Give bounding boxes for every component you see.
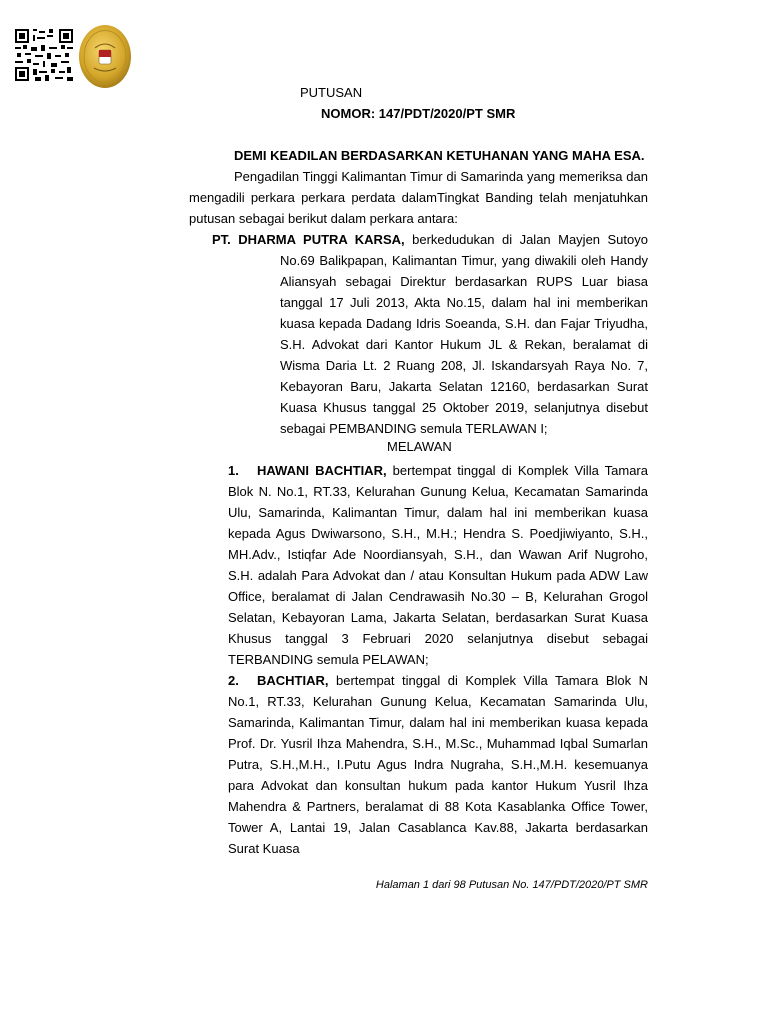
party-2-number: 2. [228,673,239,688]
party-1-text: bertempat tinggal di Komplek Villa Tamara Blok N. No.1, RT.33, Kelurahan Gunung Kelua, Kecamatan Samarinda Ulu, Samarinda, Kalimantan Timur, dalam hal ini memberikan kuasa kepada Agus Dwiwarsono, S.H., M.H.; Hendra S. Poedjiwiyanto, S.H., MH.Adv., Istiqfar Ade Noordiansyah, S.H., dan Wawan Arif Nugroho, S.H. adalah Para Advokat dan / atau Konsultan Hukum pada ADW Law Office, beralamat di Jalan Cendrawasih No.30 – B, Kelurahan Grogol Selatan, Kebayoran Lama, Jakarta Selatan, berdasarkan Surat Kuasa Khusus tanggal 3 Februari 2020 selanjutnya disebut sebagai TERBANDING semula PELAWAN; [228,463,648,667]
document-title: PUTUSAN [300,85,363,100]
party-2 [228,670,648,859]
party-1 [228,460,648,670]
party-2-text: bertempat tinggal di Komplek Villa Tamara Blok N No.1, RT.33, Kelurahan Gunung Kelua, Kecamatan Samarinda Ulu, Samarinda, Kalimantan Timur, dalam hal ini memberikan kuasa kepada Prof. Dr. Yusril Ihza Mahendra, S.H., M.Sc., Muhammad Iqbal Sumarlan Putra, S.H.,M.H., I.Putu Agus Indra Nugraha, S.H.,M.H. kesemuanya para Advokat dan konsultan hukum pada kantor Hukum Yusril Ihza Mahendra & Partners, beralamat di 88 Kota Kasablanka Office Tower, Tower A, Lantai 19, Jalan Casablanca Kav.88, Jakarta berdasarkan Surat Kuasa [228,673,648,856]
page-footer: Halaman 1 dari 98 Putusan No. 147/PDT/2020/PT SMR [375,879,648,891]
invocation-heading: DEMI KEADILAN BERDASARKAN KETUHANAN YANG MAHA ESA. [234,148,645,163]
opening-paragraph: Pengadilan Tinggi Kalimantan Timur di Samarinda yang memeriksa dan mengadili perkara perkara perdata dalamTingkat Banding telah menjatuhkan putusan sebagai berikut dalam perkara antara: [189,169,648,226]
pembanding-description: No.69 Balikpapan, Kalimantan Timur, yang diwakili oleh Handy Aliansyah sebagai Direktur berdasarkan RUPS Luar biasa tanggal 17 Juli 2013, Akta No.15, dalam hal ini memberikan kuasa kepada Dadang Idris Soeanda, S.H. dan Fajar Triyudha, S.H. Advokat dari Kantor Hukum JL & Rekan, beralamat di Wisma Daria Lt. 2 Ruang 208, Jl. Iskandarsyah Raya No. 7, Kebayoran Baru, Jakarta Selatan 12160, berdasarkan Surat Kuasa Khusus tanggal 25 Oktober 2019, selanjutnya disebut sebagai PEMBANDING semula TERLAWAN I; [280,253,648,436]
party-1-number: 1. [228,463,239,478]
document-number: NOMOR: 147/PDT/2020/PT SMR [321,106,516,121]
melawan-label: MELAWAN [387,439,452,454]
court-seal-logo [78,24,132,89]
pembanding-first-text: berkedudukan di Jalan Mayjen Sutoyo [412,232,648,247]
qr-code [15,29,73,81]
pembanding-first-line [212,229,648,250]
pembanding-name: PT. DHARMA PUTRA KARSA, [212,232,405,247]
party-2-name: BACHTIAR, [257,673,329,688]
party-1-name: HAWANI BACHTIAR, [257,463,387,478]
